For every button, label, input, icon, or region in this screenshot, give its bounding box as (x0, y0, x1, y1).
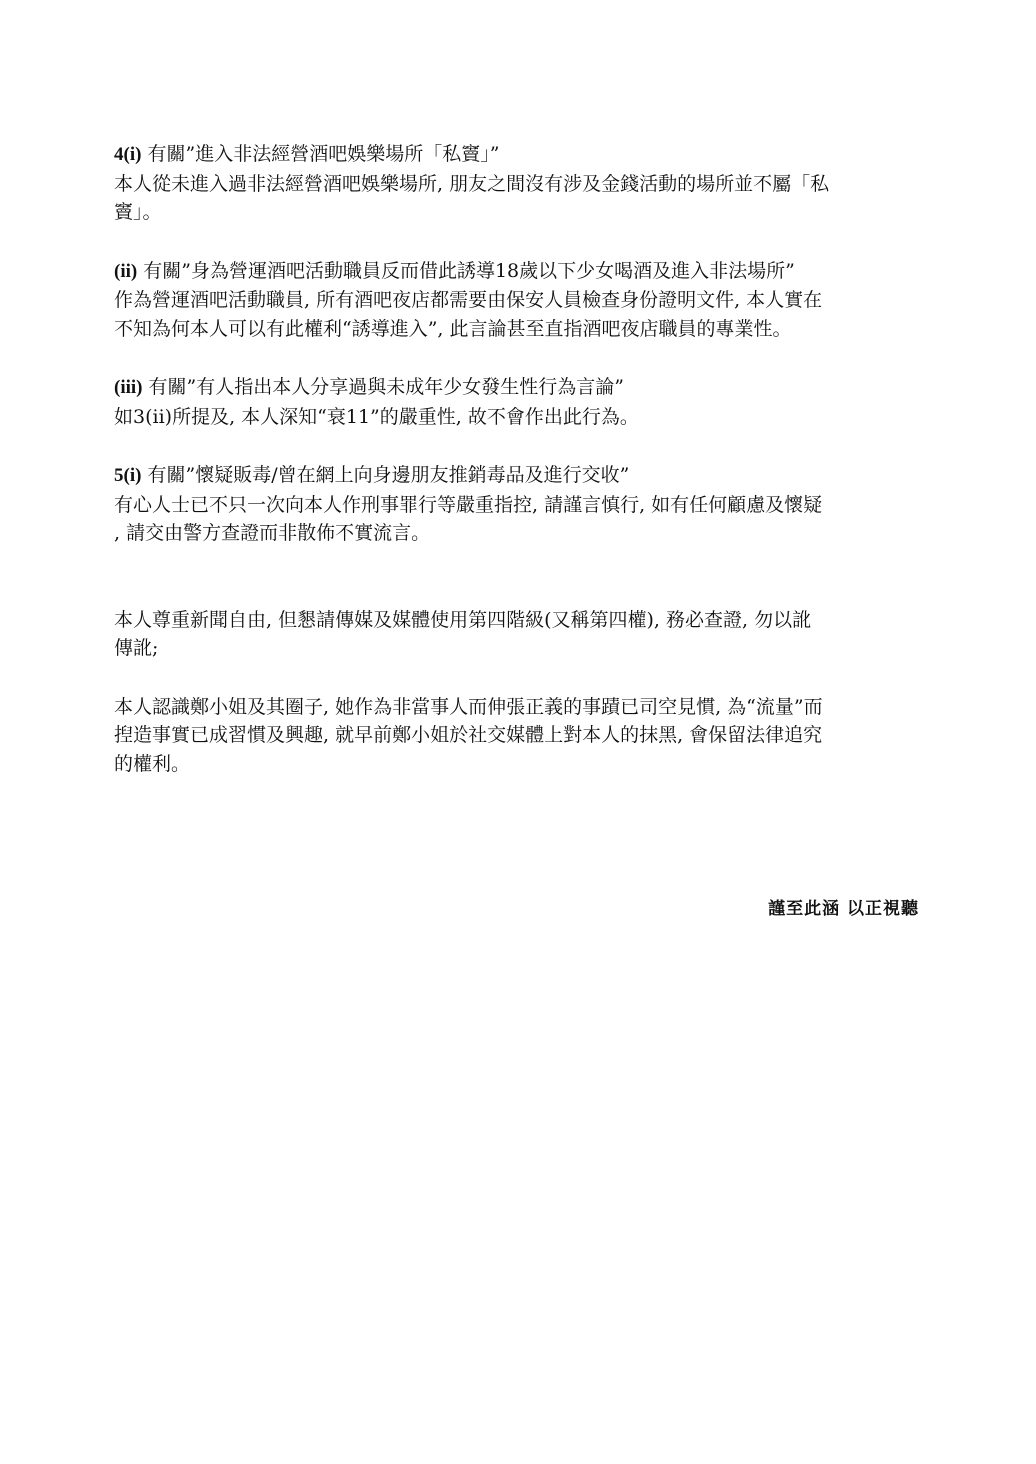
document-body (114, 140, 926, 778)
body-line: 有心人士已不只一次向本人作刑事罪行等嚴重指控, 請謹言慎行, 如有任何顧慮及懷疑 (114, 493, 823, 516)
section-number: (iii) (114, 377, 143, 398)
section-heading (114, 461, 926, 491)
body-line: 竇」。 (114, 201, 162, 223)
section-heading (114, 257, 926, 287)
body-line: 的權利。 (114, 752, 191, 775)
paragraph-legal-rights (114, 693, 926, 779)
paragraph-press-freedom (114, 606, 926, 663)
section-number: 4(i) (114, 144, 142, 165)
section-iii (114, 373, 926, 431)
section-number: (ii) (114, 260, 138, 282)
section-4i (114, 140, 926, 227)
section-title: 有關”進入非法經營酒吧娛樂場所「私竇」” (141, 143, 500, 165)
section-number: 5(i) (114, 465, 142, 486)
body-line: 本人從未進入過非法經營酒吧娛樂場所, 朋友之間沒有涉及金錢活動的場所並不屬「私 (114, 172, 830, 195)
section-heading (114, 373, 926, 403)
body-line: 如3(ii)所提及, 本人深知“衰11”的嚴重性, 故不會作出此行為。 (114, 405, 639, 428)
section-ii (114, 257, 926, 344)
section-title: 有關”身為營運酒吧活動職員反而借此誘導18歲以下少女喝酒及進入非法場所” (137, 259, 795, 282)
body-line: 作為營運酒吧活動職員, 所有酒吧夜店都需要由保安人員檢查身份證明文件, 本人實在 (114, 289, 823, 311)
body-line: 不知為何本人可以有此權利“誘導進入”, 此言論甚至直指酒吧夜店職員的專業性。 (114, 317, 792, 340)
body-line: 本人認識鄭小姐及其圈子, 她作為非當事人而伸張正義的事蹟已司空見慣, 為“流量”而 (114, 695, 823, 718)
body-line: 本人尊重新聞自由, 但懇請傳媒及媒體使用第四階級(又稱第四權), 務必查證, 勿以訛 (114, 608, 812, 631)
section-5i (114, 461, 926, 548)
body-line: , 請交由警方查證而非散佈不實流言。 (114, 522, 431, 544)
body-line: 揑造事實已成習慣及興趣, 就早前鄭小姐於社交媒體上對本人的抹黑, 會保留法律追究 (114, 724, 823, 746)
section-title: 有關”有人指出本人分享過與未成年少女發生性行為言論” (142, 376, 624, 398)
section-heading (114, 140, 926, 170)
body-line: 傳訛; (114, 637, 159, 659)
section-title: 有關”懷疑販毒/曾在網上向身邊朋友推銷毒品及進行交收” (141, 464, 630, 486)
signoff: 謹至此涵 以正視聽 (768, 899, 919, 919)
